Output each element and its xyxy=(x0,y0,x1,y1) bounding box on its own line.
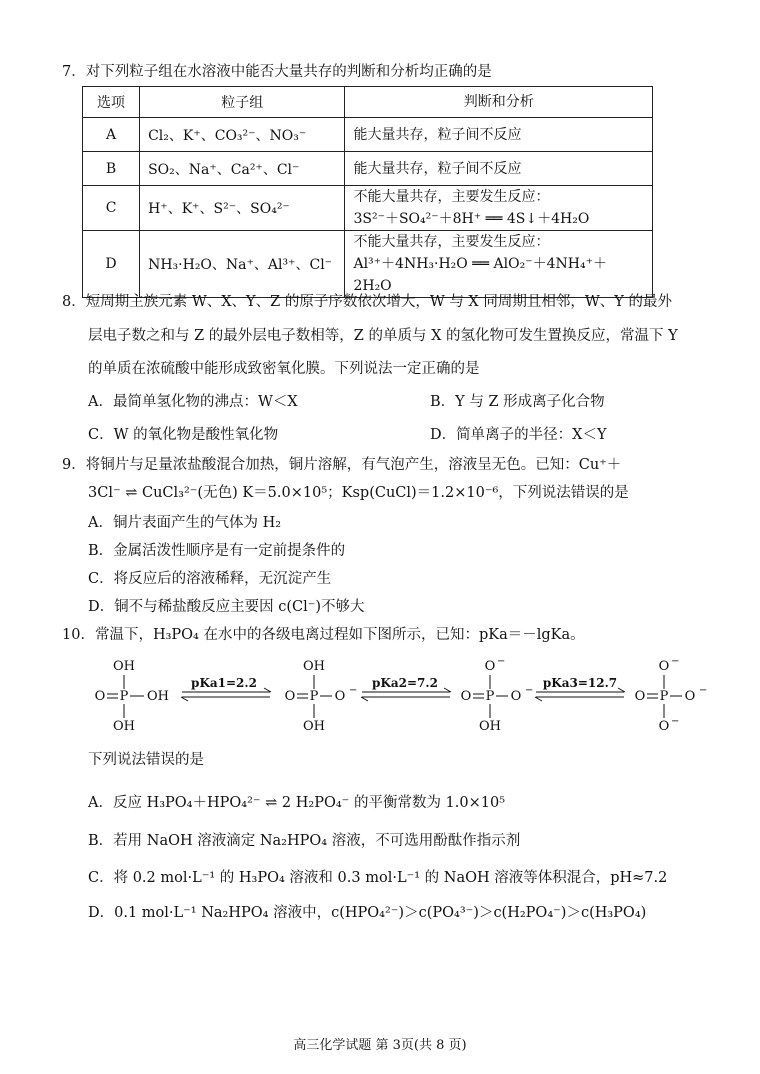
row-analysis xyxy=(345,231,653,298)
svg-text:−: − xyxy=(671,656,680,667)
analysis-equation: 3S²⁻＋SO₄²⁻＋8H⁺ ══ 4S↓＋4H₂O xyxy=(353,211,590,227)
q9-option-d: D．铜不与稀盐酸反应主要因 c(Cl⁻)不够大 xyxy=(88,599,365,615)
svg-text:P: P xyxy=(309,689,319,704)
svg-text:O: O xyxy=(684,689,696,704)
row-option: D xyxy=(83,231,140,298)
svg-text:O: O xyxy=(510,689,522,704)
analysis-line: 不能大量共存，主要发生反应： xyxy=(353,189,550,205)
q10-option-a: A．反应 H₃PO₄＋HPO₄²⁻ ⇌ 2 H₂PO₄⁻ 的平衡常数为 1.0×10⁵ xyxy=(88,795,506,811)
row-option: C xyxy=(83,186,140,231)
pka1-label: pKa1=2.2 xyxy=(191,676,257,690)
svg-text:O: O xyxy=(460,689,472,704)
equilibrium-arrow-3 xyxy=(535,676,625,701)
svg-text:−: − xyxy=(699,685,708,696)
phosphoric-acid-ionization-diagram xyxy=(88,656,728,736)
equilibrium-arrow-2 xyxy=(361,676,451,701)
page-footer: 高三化学试题 第 3页(共 8 页) xyxy=(293,1038,467,1053)
svg-text:−: − xyxy=(497,656,506,667)
svg-text:O: O xyxy=(658,659,670,674)
svg-text:−: − xyxy=(671,716,680,727)
q8-line-3: 的单质在浓硫酸中能形成致密氧化膜。下列说法一定正确的是 xyxy=(88,361,480,377)
svg-text:P: P xyxy=(659,689,669,704)
q10-option-b: B．若用 NaOH 溶液滴定 Na₂HPO₄ 溶液，不可选用酚酞作指示剂 xyxy=(88,833,521,849)
svg-text:OH: OH xyxy=(147,689,169,704)
svg-text:O: O xyxy=(658,719,670,734)
svg-text:OH: OH xyxy=(303,659,325,674)
svg-text:O: O xyxy=(634,689,646,704)
q8-option-c: C．W 的氧化物是酸性氧化物 xyxy=(88,427,279,443)
q9-line-2: 3Cl⁻ ⇌ CuCl₃²⁻(无色) K＝5.0×10⁵；Ksp(CuCl)＝1.2×10⁻⁶，下列说法错误的是 xyxy=(88,485,629,501)
svg-text:P: P xyxy=(119,689,129,704)
row-ions: H⁺、K⁺、S²⁻、SO₄²⁻ xyxy=(140,186,345,231)
row-option: B xyxy=(83,152,140,186)
svg-text:O: O xyxy=(94,689,106,704)
h2po4-structure xyxy=(285,659,358,734)
q8-option-d: D．简单离子的半径：X＜Y xyxy=(430,427,607,443)
po4-structure xyxy=(635,656,708,734)
svg-text:O: O xyxy=(334,689,346,704)
svg-text:OH: OH xyxy=(303,719,325,734)
q8-option-a: A．最简单氢化物的沸点：W＜X xyxy=(88,394,298,410)
svg-text:−: − xyxy=(349,685,358,696)
analysis-equation: Al³⁺＋4NH₃·H₂O ══ AlO₂⁻＋4NH₄⁺＋2H₂O xyxy=(353,256,607,294)
q10-stem: 10．常温下，H₃PO₄ 在水中的各级电离过程如下图所示，已知：pKa＝－lgKa。 xyxy=(62,627,585,643)
svg-text:O: O xyxy=(484,659,496,674)
table-row xyxy=(83,186,653,231)
q9-option-b: B．金属活泼性顺序是有一定前提条件的 xyxy=(88,543,346,559)
table-row xyxy=(83,152,653,186)
col-header-option: 选项 xyxy=(83,87,140,118)
q10-prompt: 下列说法错误的是 xyxy=(88,752,204,768)
q8-option-b: B．Y 与 Z 形成离子化合物 xyxy=(430,394,605,410)
svg-text:OH: OH xyxy=(113,719,135,734)
row-analysis xyxy=(345,186,653,231)
row-option: A xyxy=(83,118,140,152)
svg-text:−: − xyxy=(525,685,534,696)
q9-option-a: A．铜片表面产生的气体为 H₂ xyxy=(88,515,282,531)
particle-table xyxy=(82,86,653,298)
svg-text:OH: OH xyxy=(113,659,135,674)
row-ions: NH₃·H₂O、Na⁺、Al³⁺、Cl⁻ xyxy=(140,231,345,298)
pka2-label: pKa2=7.2 xyxy=(372,676,438,690)
table-row xyxy=(83,118,653,152)
h3po4-structure xyxy=(95,659,169,734)
analysis-line: 不能大量共存，主要发生反应： xyxy=(353,234,550,250)
row-ions: Cl₂、K⁺、CO₃²⁻、NO₃⁻ xyxy=(140,118,345,152)
equilibrium-arrow-1 xyxy=(181,676,271,701)
pka3-label: pKa3=12.7 xyxy=(542,676,618,690)
svg-text:O: O xyxy=(284,689,296,704)
q10-option-c: C．将 0.2 mol·L⁻¹ 的 H₃PO₄ 溶液和 0.3 mol·L⁻¹ 的 NaOH 溶液等体积混合，pH≈7.2 xyxy=(88,870,668,886)
row-ions: SO₂、Na⁺、Ca²⁺、Cl⁻ xyxy=(140,152,345,186)
q10-option-d: D．0.1 mol·L⁻¹ Na₂HPO₄ 溶液中，c(HPO₄²⁻)＞c(PO₄³⁻)＞c(H₂PO₄⁻)＞c(H₃PO₄) xyxy=(88,905,647,921)
q9-line-1: 9．将铜片与足量浓盐酸混合加热，铜片溶解，有气泡产生，溶液呈无色。已知：Cu⁺＋ xyxy=(62,457,622,473)
row-analysis: 能大量共存，粒子间不反应 xyxy=(345,152,653,186)
q7-stem: 7．对下列粒子组在水溶液中能否大量共存的判断和分析均正确的是 xyxy=(62,64,492,80)
table-row xyxy=(83,231,653,298)
q8-line-1: 8．短周期主族元素 W、X、Y、Z 的原子序数依次增大，W 与 X 同周期且相邻，W、Y 的最外 xyxy=(62,294,672,310)
row-analysis: 能大量共存，粒子间不反应 xyxy=(345,118,653,152)
col-header-analysis: 判断和分析 xyxy=(345,87,653,118)
svg-text:P: P xyxy=(485,689,495,704)
svg-text:OH: OH xyxy=(479,719,501,734)
col-header-particles: 粒子组 xyxy=(140,87,345,118)
table-header-row xyxy=(83,87,653,118)
q8-line-2: 层电子数之和与 Z 的最外层电子数相等，Z 的单质与 X 的氢化物可发生置换反应，常温下 Y xyxy=(88,328,678,344)
hpo4-structure xyxy=(461,656,534,734)
q9-option-c: C．将反应后的溶液稀释，无沉淀产生 xyxy=(88,571,332,587)
